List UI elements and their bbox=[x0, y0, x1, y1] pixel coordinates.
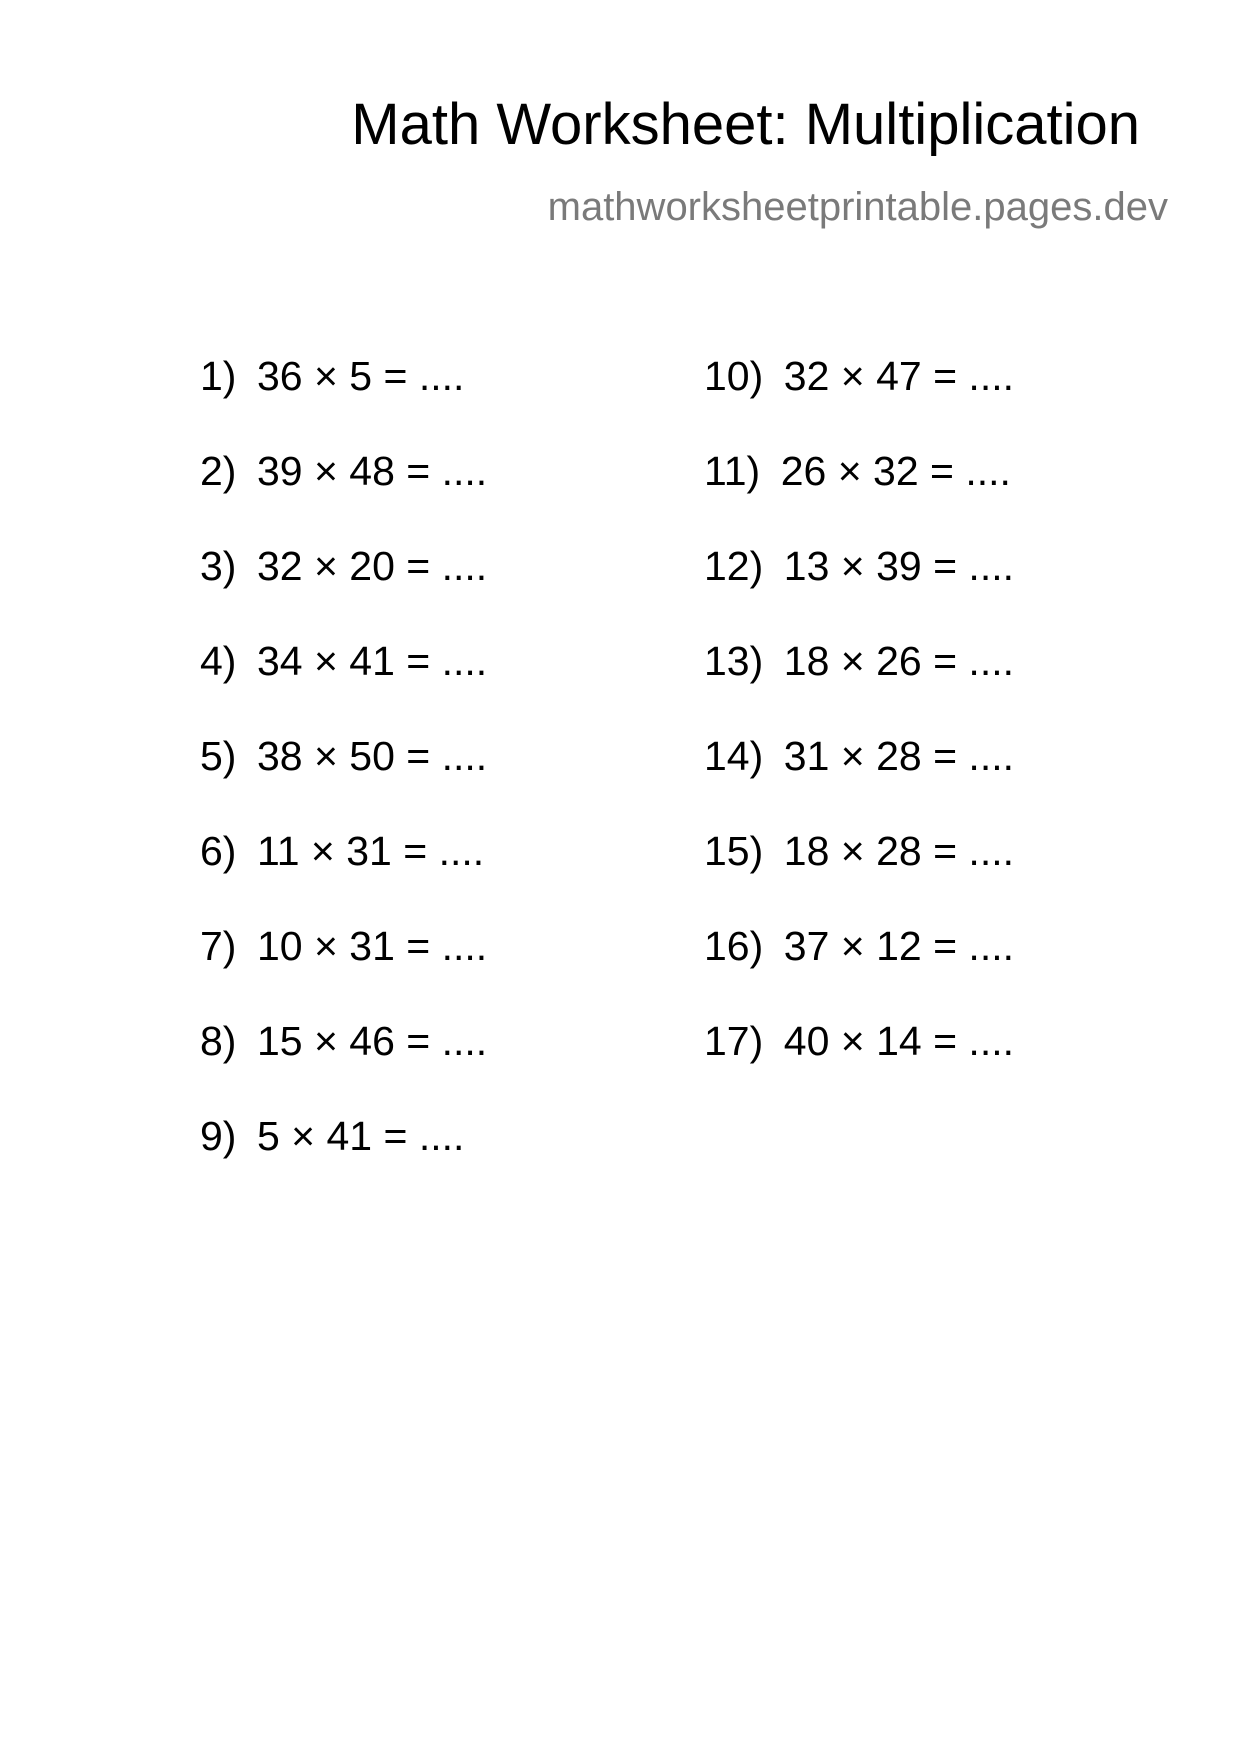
worksheet-source-url: mathworksheetprintable.pages.dev bbox=[547, 185, 1168, 229]
problem-expression: 18 × 28 = .... bbox=[783, 828, 1014, 874]
problem-expression: 5 × 41 = .... bbox=[256, 1113, 465, 1159]
problem-item bbox=[704, 448, 1014, 546]
problem-expression: 34 × 41 = .... bbox=[256, 638, 488, 684]
problem-number: 11) bbox=[704, 448, 761, 494]
problem-expression: 31 × 28 = .... bbox=[783, 733, 1014, 779]
problem-number: 6) bbox=[200, 828, 237, 874]
problem-number: 5) bbox=[200, 733, 237, 779]
problem-number: 9) bbox=[200, 1113, 237, 1159]
problem-item bbox=[704, 353, 1014, 451]
problem-expression: 39 × 48 = .... bbox=[256, 448, 488, 494]
problem-number: 7) bbox=[200, 923, 237, 969]
problem-number: 2) bbox=[200, 448, 237, 494]
problem-number: 4) bbox=[200, 638, 237, 684]
problem-number: 14) bbox=[704, 733, 764, 779]
problem-item bbox=[200, 638, 488, 736]
problem-expression: 37 × 12 = .... bbox=[783, 923, 1014, 969]
problem-expression: 26 × 32 = .... bbox=[780, 448, 1011, 494]
problem-number: 10) bbox=[704, 353, 764, 399]
problem-item bbox=[704, 1018, 1014, 1116]
problem-expression: 36 × 5 = .... bbox=[256, 353, 465, 399]
problem-item bbox=[200, 1018, 488, 1116]
problems-right-column bbox=[704, 353, 1014, 1116]
problem-expression: 18 × 26 = .... bbox=[783, 638, 1014, 684]
problem-number: 16) bbox=[704, 923, 764, 969]
problem-expression: 38 × 50 = .... bbox=[256, 733, 488, 779]
problem-number: 8) bbox=[200, 1018, 237, 1064]
problem-number: 13) bbox=[704, 638, 764, 684]
problem-expression: 11 × 31 = .... bbox=[256, 828, 485, 874]
problems-left-column bbox=[200, 353, 488, 1211]
problem-item bbox=[704, 828, 1014, 926]
worksheet-title: Math Worksheet: Multiplication bbox=[351, 92, 1140, 157]
problem-item bbox=[704, 923, 1014, 1021]
problem-number: 15) bbox=[704, 828, 764, 874]
problem-number: 1) bbox=[200, 353, 237, 399]
problem-expression: 10 × 31 = .... bbox=[256, 923, 488, 969]
problem-expression: 13 × 39 = .... bbox=[783, 543, 1014, 589]
problem-item bbox=[704, 543, 1014, 641]
problem-number: 12) bbox=[704, 543, 764, 589]
problem-expression: 32 × 20 = .... bbox=[256, 543, 488, 589]
problem-expression: 40 × 14 = .... bbox=[783, 1018, 1014, 1064]
problem-item bbox=[704, 733, 1014, 831]
problem-expression: 15 × 46 = .... bbox=[256, 1018, 488, 1064]
problem-number: 3) bbox=[200, 543, 237, 589]
problem-item bbox=[200, 923, 488, 1021]
problem-item bbox=[200, 828, 487, 926]
problem-item bbox=[200, 543, 488, 641]
problem-item bbox=[200, 448, 488, 546]
problem-item bbox=[200, 353, 487, 451]
problem-item bbox=[200, 1113, 487, 1211]
problem-expression: 32 × 47 = .... bbox=[783, 353, 1014, 399]
problem-item bbox=[704, 638, 1014, 736]
problem-number: 17) bbox=[704, 1018, 764, 1064]
problem-item bbox=[200, 733, 488, 831]
